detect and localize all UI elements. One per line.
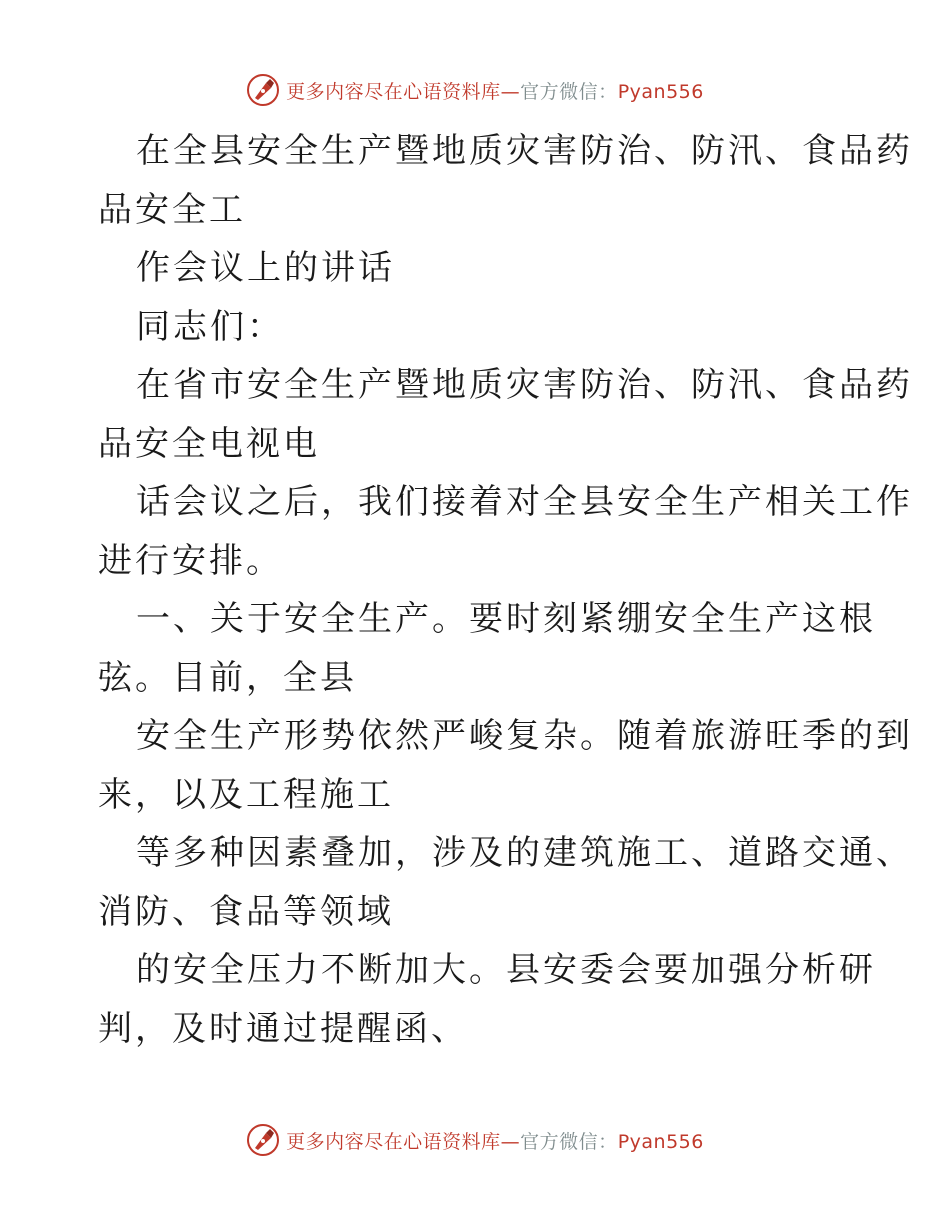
text-line: 来，以及工程施工	[98, 774, 394, 815]
pen-nib-logo-icon	[246, 1123, 280, 1157]
text-line: 安全生产形势依然严峻复杂。随着旅游旺季的到	[136, 716, 913, 756]
text-line: 话会议之后，我们接着对全县安全生产相关工作	[136, 482, 913, 522]
text-line: 弦。目前，全县	[98, 657, 357, 698]
text-line: 进行安排。	[98, 540, 283, 581]
document-body	[98, 122, 913, 1058]
watermark-text: 更多内容尽在心语资料库—官方微信：Pyan556	[286, 1130, 704, 1153]
text-line: 等多种因素叠加，涉及的建筑施工、道路交通、	[136, 833, 913, 873]
text-line: 的安全压力不断加大。县安委会要加强分析研	[136, 950, 876, 990]
text-line: 品安全工	[98, 189, 246, 230]
text-line: 作会议上的讲话	[136, 248, 395, 288]
text-line: 品安全电视电	[98, 423, 320, 464]
watermark-text: 更多内容尽在心语资料库—官方微信：Pyan556	[286, 80, 704, 103]
footer-watermark	[0, 1120, 950, 1160]
pen-nib-logo-icon	[246, 73, 280, 107]
text-line: 在省市安全生产暨地质灾害防治、防汛、食品药	[136, 365, 913, 405]
text-line: 判，及时通过提醒函、	[98, 1008, 468, 1049]
text-line: 同志们：	[136, 306, 284, 347]
text-line: 消防、食品等领域	[98, 891, 394, 932]
text-line: 一、关于安全生产。要时刻紧绷安全生产这根	[136, 599, 876, 639]
header-watermark	[0, 70, 950, 110]
text-line: 在全县安全生产暨地质灾害防治、防汛、食品药	[136, 131, 913, 171]
